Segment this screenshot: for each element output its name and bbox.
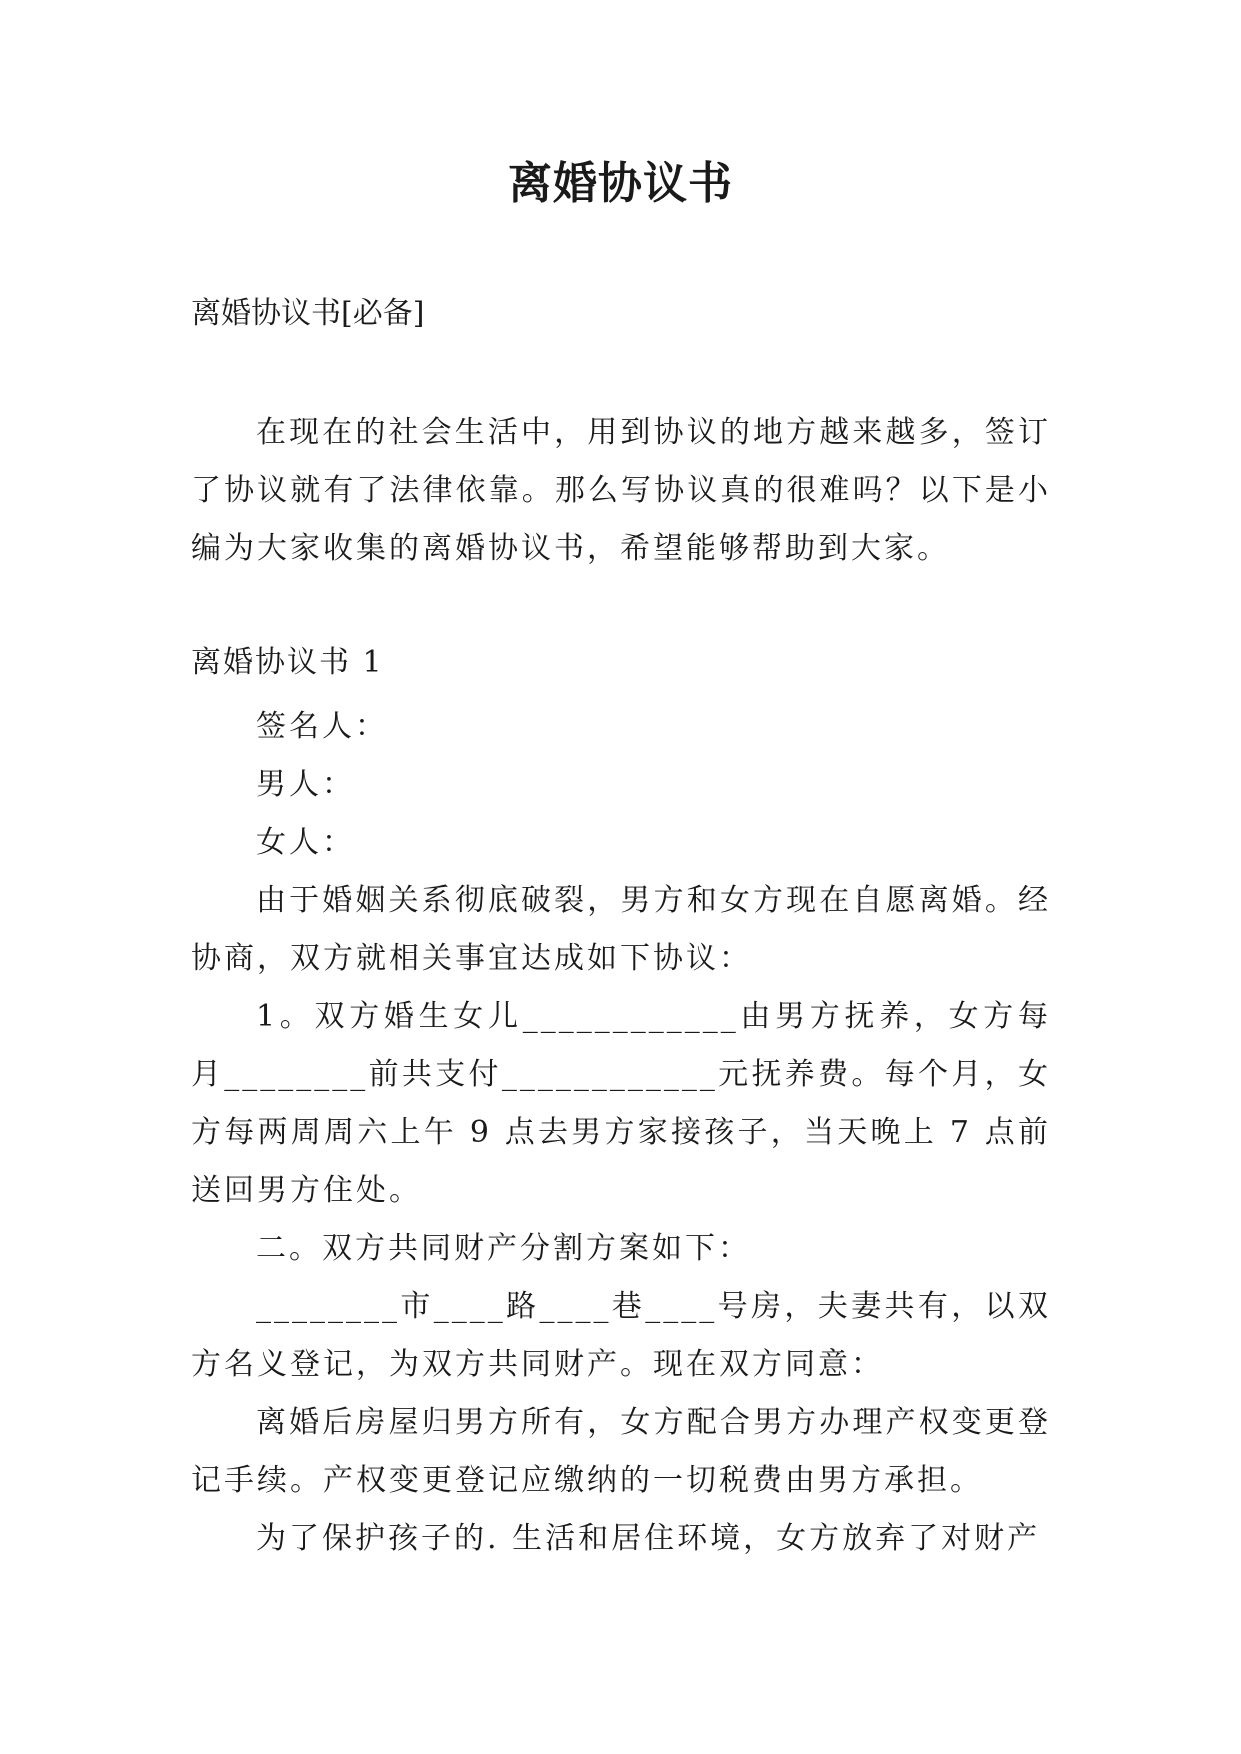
man-label: 男人： (256, 767, 355, 802)
reason-paragraph: 由于婚姻关系彻底破裂，男方和女方现在自愿离婚。经协商，双方就相关事宜达成如下协议： (191, 883, 1051, 976)
intro-paragraph: 在现在的社会生活中，用到协议的地方越来越多，签订了协议就有了法律依靠。那么写协议真的很难吗？以下是小编为大家收集的离婚协议书，希望能够帮助到大家。 (191, 415, 1051, 566)
property-heading: 二。双方共同财产分割方案如下： (256, 1231, 751, 1266)
document-title: 离婚协议书 (508, 158, 733, 209)
house-ownership-clause: 离婚后房屋归男方所有，女方配合男方办理产权变更登记手续。产权变更登记应缴纳的一切税费由男方承担。 (191, 1405, 1051, 1498)
signers-label: 签名人： (256, 709, 388, 744)
woman-label: 女人： (256, 825, 355, 860)
custody-clause: 1。双方婚生女儿____________由男方抚养，女方每月________前共支付____________元抚养费。每个月，女方每两周周六上午 9 点去男方家接孩子，当天晚上 7 点前送回男方住处。 (191, 999, 1051, 1208)
agreement-heading: 离婚协议书 1 (191, 645, 384, 680)
child-protection-clause: 为了保护孩子的. 生活和居住环境，女方放弃了对财产 (256, 1521, 1041, 1556)
document-subtitle: 离婚协议书[必备] (191, 296, 425, 331)
property-address-clause: ________市____路____巷____号房，夫妻共有，以双方名义登记，为双方共同财产。现在双方同意： (191, 1289, 1051, 1382)
